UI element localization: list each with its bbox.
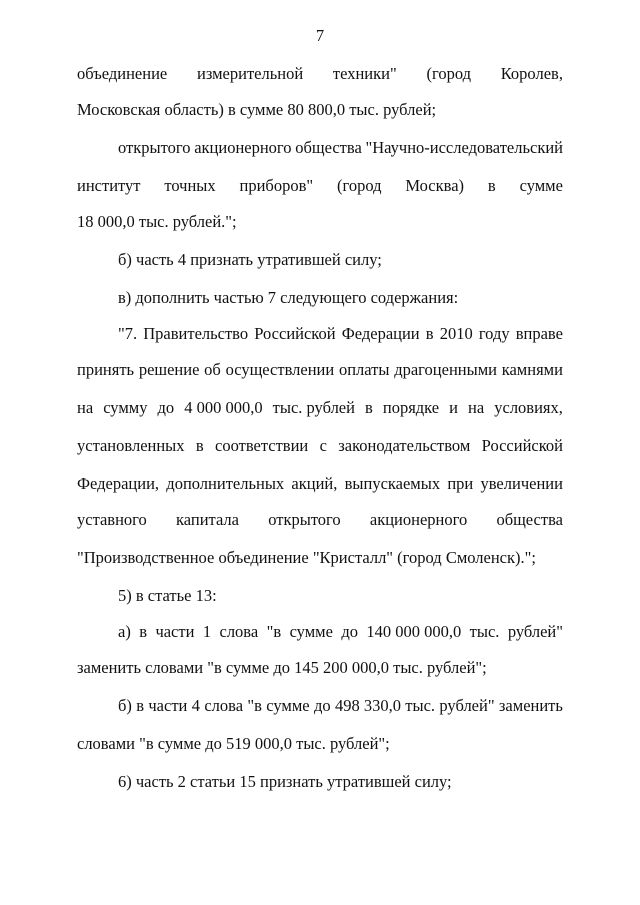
paragraph-line-17: заменить словами "в сумме до 145 200 000,0 тыс. рублей"; — [77, 658, 487, 677]
word: с — [319, 436, 327, 455]
word: открытого — [118, 138, 191, 157]
word: 2010 — [439, 324, 473, 343]
paragraph-line-4 — [77, 176, 563, 196]
word: об — [204, 360, 221, 379]
word: в — [195, 436, 204, 455]
paragraph-line-9 — [77, 360, 563, 380]
paragraph-line-12 — [77, 474, 563, 494]
word: сумму — [103, 398, 148, 417]
word: измерительной — [196, 64, 304, 83]
paragraph-line-19: словами "в сумме до 519 000,0 тыс. рублей"; — [77, 734, 390, 753]
word: "Научно-исследовательский — [365, 138, 563, 157]
word: условиях, — [494, 398, 563, 417]
word: (город — [426, 64, 471, 83]
word: а) — [118, 622, 131, 641]
word: установленных — [77, 436, 185, 455]
paragraph-line-7: в) дополнить частью 7 следующего содержания: — [118, 288, 459, 307]
word: 1 — [202, 622, 212, 641]
word: осуществлении — [225, 360, 335, 379]
word: решение — [138, 360, 200, 379]
paragraph-line-16 — [118, 622, 563, 642]
word: б) — [118, 696, 132, 715]
word: институт — [77, 176, 141, 195]
paragraph-line-1 — [77, 64, 563, 84]
paragraph-line-10 — [77, 398, 563, 418]
word: при — [447, 474, 474, 493]
word: Москва) — [405, 176, 465, 195]
word: объединение — [77, 64, 168, 83]
word: драгоценными — [394, 360, 497, 379]
paragraph-line-20: 6) часть 2 статьи 15 признать утратившей силу; — [118, 772, 452, 791]
word: слова — [219, 622, 259, 641]
word: уставного — [77, 510, 147, 529]
word: в — [136, 696, 145, 715]
word: "в — [266, 622, 282, 641]
word: Королев, — [500, 64, 563, 83]
page-number: 7 — [315, 26, 325, 45]
word: части — [148, 696, 188, 715]
word: техники" — [332, 64, 397, 83]
paragraph-line-18 — [118, 696, 563, 716]
word: приборов" — [239, 176, 314, 195]
word: выпускаемых — [344, 474, 441, 493]
word: слова — [204, 696, 244, 715]
word: принять — [77, 360, 135, 379]
word: Российской — [481, 436, 563, 455]
word: рублей" — [439, 696, 495, 715]
word: 498 330,0 — [334, 696, 401, 715]
word: Федерации — [341, 324, 420, 343]
word: 140 000 000,0 — [366, 622, 462, 641]
word: оплаты — [338, 360, 390, 379]
paragraph-line-8 — [118, 324, 563, 344]
word: в — [139, 622, 148, 641]
word: акций, — [291, 474, 338, 493]
word: до — [341, 622, 358, 641]
word: 4 000 000,0 — [184, 398, 263, 417]
word: открытого — [268, 510, 341, 529]
word: соответствии — [215, 436, 309, 455]
word: до — [157, 398, 175, 417]
word: общества — [295, 138, 362, 157]
paragraph-line-6: б) часть 4 признать утратившей силу; — [118, 250, 382, 269]
word: точных — [164, 176, 216, 195]
word: сумме — [289, 622, 333, 641]
word: законодательством — [338, 436, 471, 455]
word: акционерного — [369, 510, 468, 529]
word: Федерации, — [77, 474, 160, 493]
word: Российской — [254, 324, 336, 343]
paragraph-line-5: 18 000,0 тыс. рублей."; — [77, 212, 237, 231]
word: камнями — [501, 360, 563, 379]
word: дополнительных — [166, 474, 285, 493]
word: тыс. — [469, 622, 500, 641]
word: сумме — [519, 176, 563, 195]
paragraph-line-3 — [118, 138, 563, 158]
word: части — [155, 622, 195, 641]
word: рублей" — [507, 622, 563, 641]
word: вправе — [515, 324, 563, 343]
word: "7. — [118, 324, 138, 343]
word: и — [449, 398, 458, 417]
word: 4 — [191, 696, 200, 715]
paragraph-line-13 — [77, 510, 563, 530]
word: заменить — [498, 696, 563, 715]
word: порядке — [382, 398, 440, 417]
word: (город — [336, 176, 382, 195]
word: тыс. — [405, 696, 436, 715]
word: на — [468, 398, 485, 417]
word: тыс. рублей — [272, 398, 355, 417]
paragraph-line-15: 5) в статье 13: — [118, 586, 217, 605]
word: капитала — [176, 510, 239, 529]
word: до — [313, 696, 331, 715]
paragraph-line-11 — [77, 436, 563, 456]
word: "в — [247, 696, 262, 715]
word: в — [365, 398, 373, 417]
word: общества — [496, 510, 563, 529]
word: увеличении — [480, 474, 563, 493]
word: в — [487, 176, 496, 195]
paragraph-line-14: "Производственное объединение "Кристалл" (город Смоленск)."; — [77, 548, 536, 567]
paragraph-line-2: Московская область) в сумме 80 800,0 тыс. рублей; — [77, 100, 437, 119]
word: акционерного — [194, 138, 292, 157]
word: в — [425, 324, 434, 343]
word: Правительство — [143, 324, 249, 343]
word: году — [478, 324, 510, 343]
word: на — [77, 398, 94, 417]
word: сумме — [266, 696, 310, 715]
